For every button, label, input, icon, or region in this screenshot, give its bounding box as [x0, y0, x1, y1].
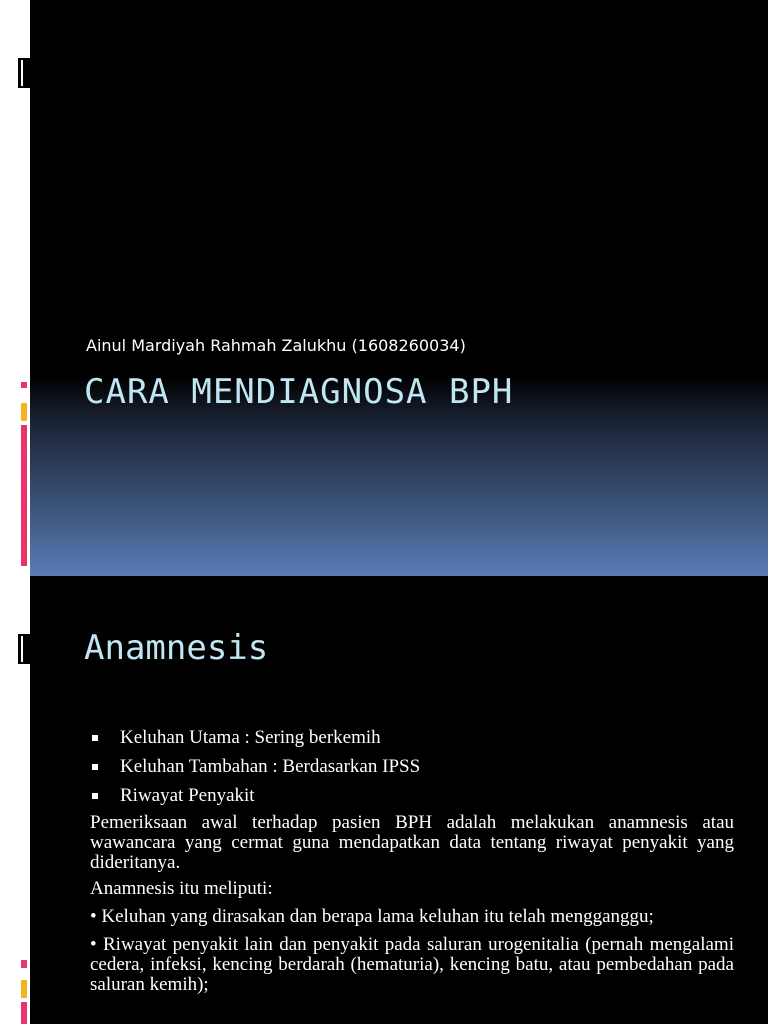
slide-marker [18, 58, 30, 88]
slide-title: CARA MENDIAGNOSA BPH [84, 372, 514, 412]
square-bullet-icon [92, 793, 98, 799]
detail-item: • Keluhan yang dirasakan dan berapa lama keluhan itu telah mengganggu; [90, 906, 654, 927]
bullet-list [90, 726, 734, 808]
accent-bar-yellow [21, 980, 27, 998]
accent-bar-pink [21, 1002, 27, 1024]
slide-content [90, 726, 734, 995]
section-heading: Anamnesis [84, 628, 269, 668]
accent-bar-yellow [21, 403, 27, 421]
author-name: Ainul Mardiyah Rahmah Zalukhu (1608260034) [86, 336, 466, 355]
list-item-text: Keluhan Tambahan : Berdasarkan IPSS [120, 756, 421, 777]
list-item [90, 726, 734, 750]
accent-gap [21, 388, 27, 394]
intro-line: Anamnesis itu meliputi: [90, 878, 273, 899]
slide-marker [18, 634, 30, 664]
list-item-text: Riwayat Penyakit [120, 785, 255, 806]
body-paragraph: Pemeriksaan awal terhadap pasien BPH adalah melakukan anamnesis atau wawancara yang cermat guna mendapatkan data tentang riwayat penyakit yang dideritanya. [90, 812, 734, 873]
list-item [90, 755, 734, 779]
content-slide [0, 576, 768, 1024]
square-bullet-icon [92, 764, 98, 770]
detail-item: • Riwayat penyakit lain dan penyakit pada saluran urogenitalia (pernah mengalami cedera, infeksi, kencing berdarah (hematuria), kencing batu, atau pembedahan pada saluran kemih); [90, 934, 734, 995]
list-item [90, 784, 734, 808]
accent-bar-pink [21, 425, 27, 566]
list-item-text: Keluhan Utama : Sering berkemih [120, 727, 381, 748]
square-bullet-icon [92, 735, 98, 741]
accent-bar-pink-small [21, 960, 27, 968]
